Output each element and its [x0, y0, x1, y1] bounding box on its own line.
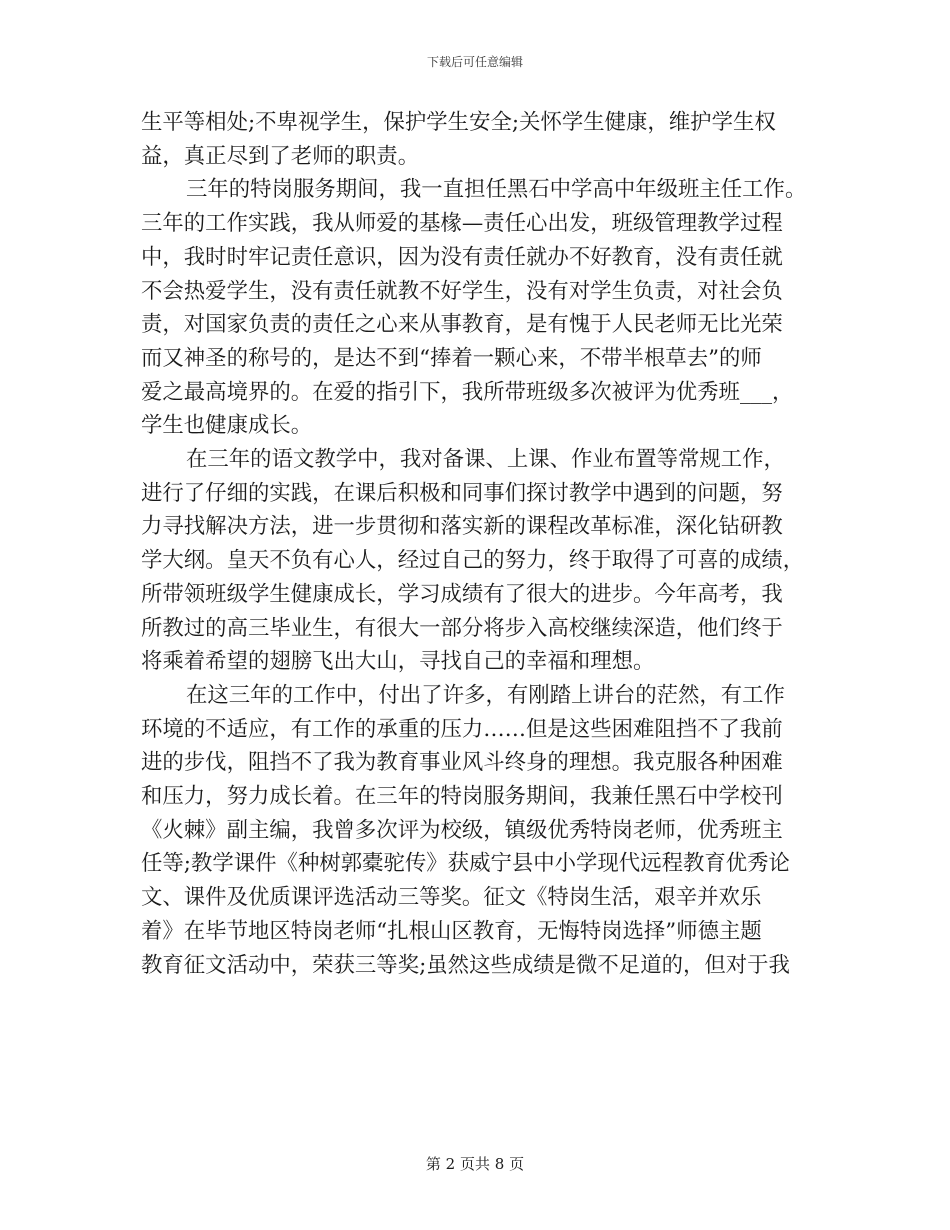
paragraph-line: 将乘着希望的翅膀飞出大山，寻找自己的幸福和理想。	[141, 649, 655, 675]
page-number-footer: 第 2 页共 8 页	[425, 1155, 525, 1173]
paragraph-line: 而又神圣的称号的，是达不到“捧着一颗心来，不带半根草去”的师	[141, 345, 762, 371]
paragraph-line: 不会热爱学生，没有责任就教不好学生，没有对学生负责，对社会负	[141, 278, 783, 304]
paragraph-line: 中，我时时牢记责任意识，因为没有责任就办不好教育，没有责任就	[141, 244, 783, 270]
paragraph-line: 三年的工作实践，我从师爱的基椽—责任心出发，班级管理教学过程	[141, 211, 783, 237]
paragraph-line: 文、课件及优质课评选活动三等奖。征文《特岗生活，艰辛并欢乐	[141, 885, 762, 911]
document-body	[141, 106, 813, 982]
paragraph-line: 所教过的高三毕业生，有很大一部分将步入高校继续深造，他们终于	[141, 615, 783, 641]
paragraph-line: 《火棘》副主编，我曾多次评为校级，镇级优秀特岗老师，优秀班主	[141, 817, 783, 843]
paragraph-line: 爱之最高境界的。在爱的指引下，我所带班级多次被评为优秀班___，	[141, 379, 794, 405]
paragraph-line: 进的步伐，阻挡不了我为教育事业风斗终身的理想。我克服各种困难	[141, 750, 783, 776]
paragraph-line: 进行了仔细的实践，在课后积极和同事们探讨教学中遇到的问题，努	[141, 480, 783, 506]
paragraph-line: 责，对国家负责的责任之心来从事教育，是有愧于人民老师无比光荣	[141, 312, 783, 338]
paragraph-line: 教育征文活动中，荣获三等奖;虽然这些成绩是微不足道的，但对于我	[141, 952, 790, 978]
paragraph-line: 生平等相处;不卑视学生，保护学生安全;关怀学生健康，维护学生权	[141, 110, 776, 135]
paragraph-line: 在三年的语文教学中，我对备课、上课、作业布置等常规工作，	[186, 447, 785, 473]
paragraph-line: 在这三年的工作中，付出了许多，有刚踏上讲台的茫然，有工作	[186, 682, 785, 708]
paragraph-line: 学大纲。皇天不负有心人，经过自己的努力，终于取得了可喜的成绩，	[141, 548, 805, 574]
paragraph-line: 着》在毕节地区特岗老师“扎根山区教育，无悔特岗选择”师德主题	[141, 918, 762, 944]
paragraph-line: 学生也健康成长。	[141, 413, 313, 439]
paragraph-line: 和压力，努力成长着。在三年的特岗服务期间，我兼任黑石中学校刊	[141, 784, 783, 810]
paragraph-line: 益，真正尽到了老师的职责。	[141, 143, 420, 169]
paragraph-line: 力寻找解决方法，进一步贯彻和落实新的课程改革标准，深化钻研教	[141, 514, 783, 540]
page-header: 下载后可任意编辑	[426, 55, 523, 69]
paragraph-line: 环境的不适应，有工作的承重的压力……但是这些困难阻挡不了我前	[141, 716, 783, 742]
paragraph-line: 三年的特岗服务期间，我一直担任黑石中学高中年级班主任工作。	[186, 177, 807, 203]
paragraph-line: 所带领班级学生健康成长，学习成绩有了很大的进步。今年高考，我	[141, 581, 783, 607]
paragraph-line: 任等;教学课件《种树郭橐驼传》获威宁县中小学现代远程教育优秀论	[141, 851, 790, 877]
